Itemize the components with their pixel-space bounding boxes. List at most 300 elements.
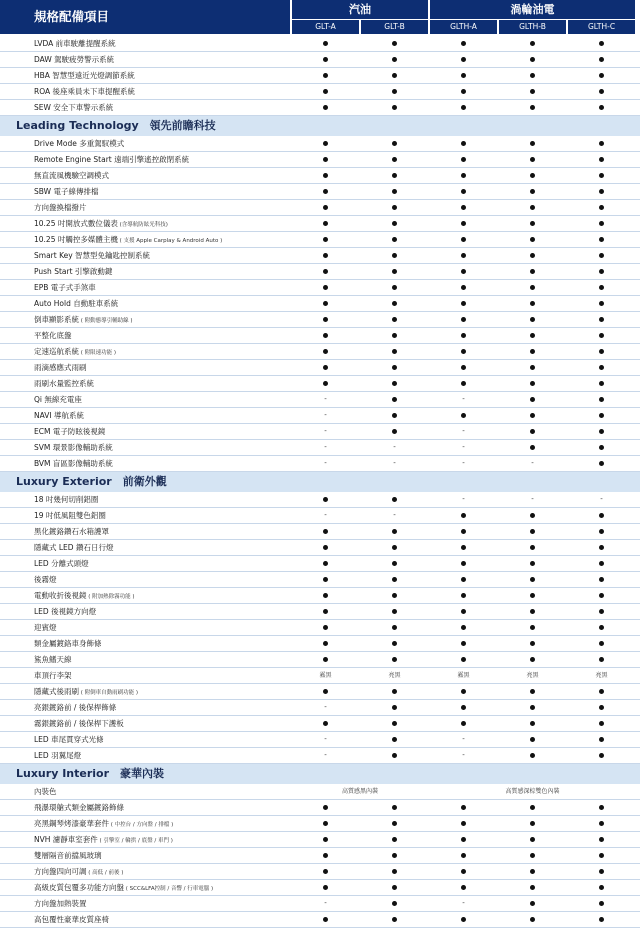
value-cell [292,832,359,847]
value-cell [499,652,566,667]
standard-dot-icon [392,89,397,94]
feature-label: SEW 安全下車警示系統 [34,103,114,112]
not-available-dash: - [393,459,396,467]
table-row [0,636,640,652]
value-cell [361,168,428,183]
value-cell [568,620,635,635]
value-cell [430,36,497,51]
standard-dot-icon [461,221,466,226]
standard-dot-icon [461,381,466,386]
feature-label: Remote Engine Start 遠端引擎遙控啟閉系統 [34,155,190,164]
table-row [0,424,640,440]
standard-dot-icon [599,705,604,710]
value-cell [568,248,635,263]
feature-label: NAVI 導航系統 [34,411,84,420]
table-row [0,508,640,524]
value-cell [499,440,566,455]
value-cell [499,296,566,311]
standard-dot-icon [599,365,604,370]
feature-label: SBW 電子線傳排檔 [34,187,99,196]
not-available-dash: - [462,495,465,503]
standard-dot-icon [392,885,397,890]
standard-dot-icon [461,73,466,78]
value-cell [430,456,497,471]
standard-dot-icon [599,753,604,758]
standard-dot-icon [323,561,328,566]
standard-dot-icon [392,429,397,434]
standard-dot-icon [392,237,397,242]
group-header: 汽油 [292,0,428,19]
value-cell [430,232,497,247]
value-cell [361,492,428,507]
standard-dot-icon [530,705,535,710]
table-row [0,848,640,864]
standard-dot-icon [530,917,535,922]
value-cell [568,700,635,715]
table-row [0,184,640,200]
standard-dot-icon [392,737,397,742]
feature-note: ( 附倒車自動雨刷功能 ) [79,690,139,696]
standard-dot-icon [599,625,604,630]
value-cell [361,152,428,167]
value-cell [292,896,359,911]
table-row [0,152,640,168]
value-cell [292,716,359,731]
standard-dot-icon [530,349,535,354]
standard-dot-icon [461,349,466,354]
value-cell [430,896,497,911]
not-available-dash: - [324,411,327,419]
standard-dot-icon [323,189,328,194]
value-cell [499,360,566,375]
value-cell [361,184,428,199]
standard-dot-icon [599,461,604,466]
standard-dot-icon [530,89,535,94]
standard-dot-icon [392,561,397,566]
standard-dot-icon [530,821,535,826]
value-text: 霧黑 [457,672,470,679]
standard-dot-icon [599,429,604,434]
value-cell [292,732,359,747]
standard-dot-icon [323,821,328,826]
value-cell [292,700,359,715]
value-cell [361,408,428,423]
table-row [0,540,640,556]
standard-dot-icon [461,253,466,258]
standard-dot-icon [530,57,535,62]
value-cell [430,540,497,555]
value-cell [499,232,566,247]
value-cell [292,440,359,455]
value-cell [430,556,497,571]
standard-dot-icon [461,105,466,110]
standard-dot-icon [392,901,397,906]
value-cell [430,684,497,699]
feature-label: LVDA 前車駛離提醒系統 [34,39,116,48]
not-available-dash: - [600,495,603,503]
value-cell [499,68,566,83]
standard-dot-icon [392,189,397,194]
value-cell [499,264,566,279]
not-available-dash: - [462,459,465,467]
value-cell [568,152,635,167]
standard-dot-icon [392,381,397,386]
value-cell [292,312,359,327]
standard-dot-icon [461,561,466,566]
value-cell [499,636,566,651]
spanned-value: 高質感深棕雙色內裝 [505,788,560,795]
value-cell [430,100,497,115]
value-cell [292,248,359,263]
value-cell [568,392,635,407]
value-cell [499,524,566,539]
value-text: 亮黑 [595,672,608,679]
standard-dot-icon [530,561,535,566]
table-row [0,556,640,572]
value-cell [499,572,566,587]
feature-note: ( 支援 Apple Carplay & Android Auto ) [117,238,223,244]
value-cell [568,168,635,183]
not-available-dash: - [324,443,327,451]
standard-dot-icon [392,853,397,858]
standard-dot-icon [599,805,604,810]
standard-dot-icon [461,285,466,290]
standard-dot-icon [599,821,604,826]
value-cell [568,832,635,847]
value-cell [499,100,566,115]
value-cell [292,36,359,51]
value-cell [361,52,428,67]
value-cell [361,376,428,391]
value-cell [430,200,497,215]
standard-dot-icon [392,349,397,354]
not-available-dash: - [324,899,327,907]
standard-dot-icon [530,253,535,258]
feature-label: 18 吋幾何切削鋁圈 [34,495,99,504]
table-row [0,588,640,604]
table-row [0,52,640,68]
value-cell [292,264,359,279]
standard-dot-icon [599,869,604,874]
standard-dot-icon [323,721,328,726]
value-cell [361,800,428,815]
standard-dot-icon [599,593,604,598]
standard-dot-icon [461,365,466,370]
value-cell [292,100,359,115]
value-cell [499,912,566,927]
standard-dot-icon [599,349,604,354]
standard-dot-icon [392,705,397,710]
value-cell [499,896,566,911]
value-cell [430,864,497,879]
feature-label: 雨刷水量監控系統 [34,379,94,388]
value-cell [499,748,566,763]
value-cell [430,620,497,635]
standard-dot-icon [392,805,397,810]
value-cell [430,572,497,587]
value-cell [430,84,497,99]
value-cell [361,136,428,151]
standard-dot-icon [599,641,604,646]
not-available-dash: - [324,511,327,519]
value-cell [292,572,359,587]
standard-dot-icon [323,73,328,78]
standard-dot-icon [323,141,328,146]
standard-dot-icon [323,317,328,322]
value-cell [430,424,497,439]
standard-dot-icon [392,205,397,210]
standard-dot-icon [323,497,328,502]
value-cell [568,232,635,247]
standard-dot-icon [599,689,604,694]
feature-label: 19 吋低風阻雙色鋁圈 [34,511,106,520]
value-cell [499,492,566,507]
value-cell [499,248,566,263]
standard-dot-icon [323,365,328,370]
value-cell [292,620,359,635]
value-cell [499,800,566,815]
standard-dot-icon [461,805,466,810]
trim-header: GLT-B [361,20,428,34]
standard-dot-icon [530,381,535,386]
feature-label: 類金屬鍍鉻車身飾條 [34,639,102,648]
section-title: Luxury Interior 豪華內裝 [16,767,165,780]
table-row [0,832,640,848]
standard-dot-icon [461,237,466,242]
not-available-dash: - [462,899,465,907]
standard-dot-icon [530,73,535,78]
value-cell [568,52,635,67]
value-cell [361,328,428,343]
table-row [0,732,640,748]
value-cell [292,684,359,699]
standard-dot-icon [599,73,604,78]
spanned-value: 高質感黑內裝 [341,788,378,795]
table-row [0,36,640,52]
standard-dot-icon [392,753,397,758]
standard-dot-icon [530,657,535,662]
not-available-dash: - [393,511,396,519]
standard-dot-icon [392,657,397,662]
feature-label: DAW 駕駛疲勞警示系統 [34,55,115,64]
standard-dot-icon [599,285,604,290]
value-cell [430,848,497,863]
value-cell [568,216,635,231]
feature-label: 鯊魚鰭天線 [34,655,72,664]
value-cell [499,392,566,407]
standard-dot-icon [599,545,604,550]
value-cell [361,912,428,927]
standard-dot-icon [599,221,604,226]
value-cell [361,392,428,407]
feature-label: BVM 盲區影像輔助系統 [34,459,113,468]
trim-header: GLT-A [292,20,359,34]
standard-dot-icon [461,57,466,62]
value-cell [568,668,635,683]
value-cell [499,52,566,67]
value-cell [568,200,635,215]
value-cell [568,880,635,895]
value-cell [568,912,635,927]
value-cell [499,84,566,99]
standard-dot-icon [392,593,397,598]
section-title: Leading Technology 領先前瞻科技 [16,119,216,132]
standard-dot-icon [530,513,535,518]
value-cell [292,68,359,83]
standard-dot-icon [461,593,466,598]
standard-dot-icon [599,445,604,450]
value-cell [568,732,635,747]
value-cell [568,864,635,879]
standard-dot-icon [461,625,466,630]
standard-dot-icon [392,57,397,62]
not-available-dash: - [462,735,465,743]
section-header [0,472,640,492]
standard-dot-icon [323,885,328,890]
standard-dot-icon [599,105,604,110]
value-cell [430,248,497,263]
standard-dot-icon [599,413,604,418]
standard-dot-icon [461,577,466,582]
feature-label: Auto Hold 自動駐車系統 [34,299,119,308]
value-cell [430,636,497,651]
not-available-dash: - [531,495,534,503]
value-cell [430,216,497,231]
value-cell [292,216,359,231]
value-cell [499,864,566,879]
value-cell [361,896,428,911]
value-cell [361,540,428,555]
table-row [0,232,640,248]
standard-dot-icon [530,285,535,290]
feature-label: 黑化鍍鉻鑽石水箱護罩 [34,527,109,536]
value-cell [361,424,428,439]
feature-label: NVH 濾靜車室套件 ( 引擎室 / 輪拱 / 底盤 / 車門 ) [34,835,173,844]
standard-dot-icon [530,837,535,842]
standard-dot-icon [461,301,466,306]
value-cell [361,84,428,99]
standard-dot-icon [530,141,535,146]
standard-dot-icon [530,397,535,402]
feature-label: Smart Key 智慧型免鑰匙控制系統 [34,251,151,260]
standard-dot-icon [599,885,604,890]
table-row [0,312,640,328]
feature-label: 方向盤加熱裝置 [34,899,87,908]
feature-label: 電動收折後視鏡 ( 附加熱除霧功能 ) [34,591,135,600]
standard-dot-icon [599,513,604,518]
value-cell [292,816,359,831]
value-cell [361,588,428,603]
feature-label: 迎賓燈 [34,623,57,632]
value-cell [430,716,497,731]
value-cell [430,184,497,199]
value-cell [292,800,359,815]
standard-dot-icon [461,141,466,146]
table-row [0,684,640,700]
standard-dot-icon [530,189,535,194]
feature-label: 定速巡航系統 ( 附限速功能 ) [34,347,117,356]
standard-dot-icon [392,397,397,402]
value-cell [361,508,428,523]
value-cell [361,248,428,263]
standard-dot-icon [530,333,535,338]
standard-dot-icon [392,105,397,110]
feature-label: LED 分離式頭燈 [34,559,89,568]
value-cell [499,344,566,359]
value-cell [568,816,635,831]
standard-dot-icon [392,221,397,226]
value-cell [292,84,359,99]
value-cell [499,556,566,571]
feature-label: EPB 電子式手煞車 [34,283,96,292]
value-cell [568,896,635,911]
value-cell [430,280,497,295]
value-cell [430,392,497,407]
not-available-dash: - [462,443,465,451]
value-cell [430,732,497,747]
value-cell [568,136,635,151]
not-available-dash: - [393,443,396,451]
feature-label: LED 後視鏡方向燈 [34,607,97,616]
not-available-dash: - [462,395,465,403]
standard-dot-icon [599,901,604,906]
feature-label: Drive Mode 多重駕馭模式 [34,139,125,148]
table-row [0,200,640,216]
standard-dot-icon [461,157,466,162]
table-row [0,264,640,280]
standard-dot-icon [461,721,466,726]
standard-dot-icon [323,157,328,162]
value-cell [430,136,497,151]
value-cell [568,848,635,863]
value-cell [292,52,359,67]
value-cell [499,328,566,343]
standard-dot-icon [323,853,328,858]
standard-dot-icon [599,89,604,94]
standard-dot-icon [323,609,328,614]
standard-dot-icon [530,753,535,758]
feature-label: Qi 無線充電座 [34,395,82,404]
value-cell [361,668,428,683]
standard-dot-icon [461,205,466,210]
value-cell [361,216,428,231]
standard-dot-icon [323,805,328,810]
value-cell [361,636,428,651]
standard-dot-icon [530,365,535,370]
value-cell [568,184,635,199]
value-cell [568,408,635,423]
not-available-dash: - [462,427,465,435]
value-cell [292,408,359,423]
standard-dot-icon [392,689,397,694]
value-cell [568,36,635,51]
value-cell [430,52,497,67]
standard-dot-icon [461,317,466,322]
table-row [0,68,640,84]
standard-dot-icon [323,657,328,662]
standard-dot-icon [392,301,397,306]
value-cell [568,508,635,523]
feature-note: (含導航防眩光科技) [117,222,168,228]
value-cell [499,136,566,151]
standard-dot-icon [323,205,328,210]
value-cell [292,152,359,167]
value-cell [361,68,428,83]
value-cell [568,456,635,471]
table-row [0,328,640,344]
value-cell [568,280,635,295]
feature-label: 無直流風機驗空調模式 [34,171,109,180]
